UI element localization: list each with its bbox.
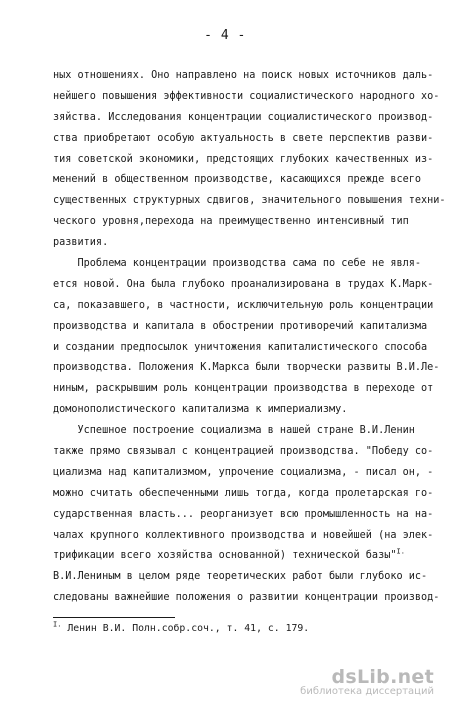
body-text bbox=[53, 66, 446, 609]
text-line: также прямо связывал с концентрацией производства. "Победу со- bbox=[53, 446, 434, 458]
text-line: нейшего повышения эффективности социалистического народного хо- bbox=[53, 90, 440, 102]
footnote-marker: I. bbox=[53, 620, 62, 629]
text-line: трификации всего хозяйства основанной) технической базы" bbox=[53, 550, 397, 562]
text-line: ется новой. Она была глубоко проанализирована в трудах К.Марк- bbox=[53, 278, 434, 290]
footnote-reference: I. bbox=[396, 548, 405, 557]
text-line: производства и капитала в обострении противоречий капитализма bbox=[53, 320, 428, 332]
text-line: зяйства. Исследования концентрации социалистического производ- bbox=[53, 111, 434, 123]
text-line: менений в общественном производстве, касающихся прежде всего bbox=[53, 174, 422, 186]
footnote-text: Ленин В.И. Полн.собр.соч., т. 41, с. 179. bbox=[61, 623, 310, 634]
text-line: можно считать обеспеченными лишь тогда, когда пролетарская го- bbox=[53, 487, 434, 499]
text-line: чалах крупного коллективного производства и новейшей (на элек- bbox=[53, 529, 434, 541]
watermark-caption: библиотека диссертаций bbox=[300, 686, 434, 697]
text-line: и создании предпосылок уничтожения капиталистического способа bbox=[53, 341, 428, 353]
text-line: ниным, раскрывшим роль концентрации производства в переходе от bbox=[53, 383, 434, 395]
text-line: домонополистического капитализма к империализму. bbox=[53, 404, 348, 416]
text-line: следованы важнейшие положения о развитии концентрации производ- bbox=[53, 592, 440, 604]
watermark-logo: dsLib.net bbox=[331, 666, 434, 688]
page-number: - 4 - bbox=[204, 28, 246, 43]
watermark bbox=[300, 666, 434, 697]
text-line: ных отношениях. Оно направлено на поиск новых источников даль- bbox=[53, 70, 434, 81]
text-line: В.И.Лениным в целом ряде теоретических работ были глубоко ис- bbox=[53, 571, 428, 583]
text-line: тия советской экономики, предстоящих глубоких качественных из- bbox=[53, 153, 434, 165]
text-line: существенных структурных сдвигов, значительного повышения техни- bbox=[53, 195, 446, 207]
text-line: производства. Положения К.Маркса были творчески развиты В.И.Ле- bbox=[53, 362, 440, 374]
text-line: са, показавшего, в частности, исключительную роль концентрации bbox=[53, 299, 434, 311]
text-line: развития. bbox=[53, 237, 109, 249]
text-line: ства приобретают особую актуальность в свете перспектив разви- bbox=[53, 132, 434, 144]
text-line-with-footnote-ref bbox=[53, 546, 433, 567]
text-line: циализма над капитализмом, упрочение социализма, - писал он, - bbox=[53, 466, 434, 478]
text-line: ческого уровня,перехода на преимущественно интенсивный тип bbox=[53, 216, 409, 228]
footnote-divider bbox=[53, 617, 175, 618]
footnote bbox=[53, 620, 310, 634]
text-line: сударственная власть... реорганизует всю промышленность на на- bbox=[53, 508, 434, 520]
text-line: Проблема концентрации производства сама по себе не явля- bbox=[53, 258, 422, 270]
text-line: Успешное построение социализма в нашей стране В.И.Ленин bbox=[53, 425, 415, 437]
